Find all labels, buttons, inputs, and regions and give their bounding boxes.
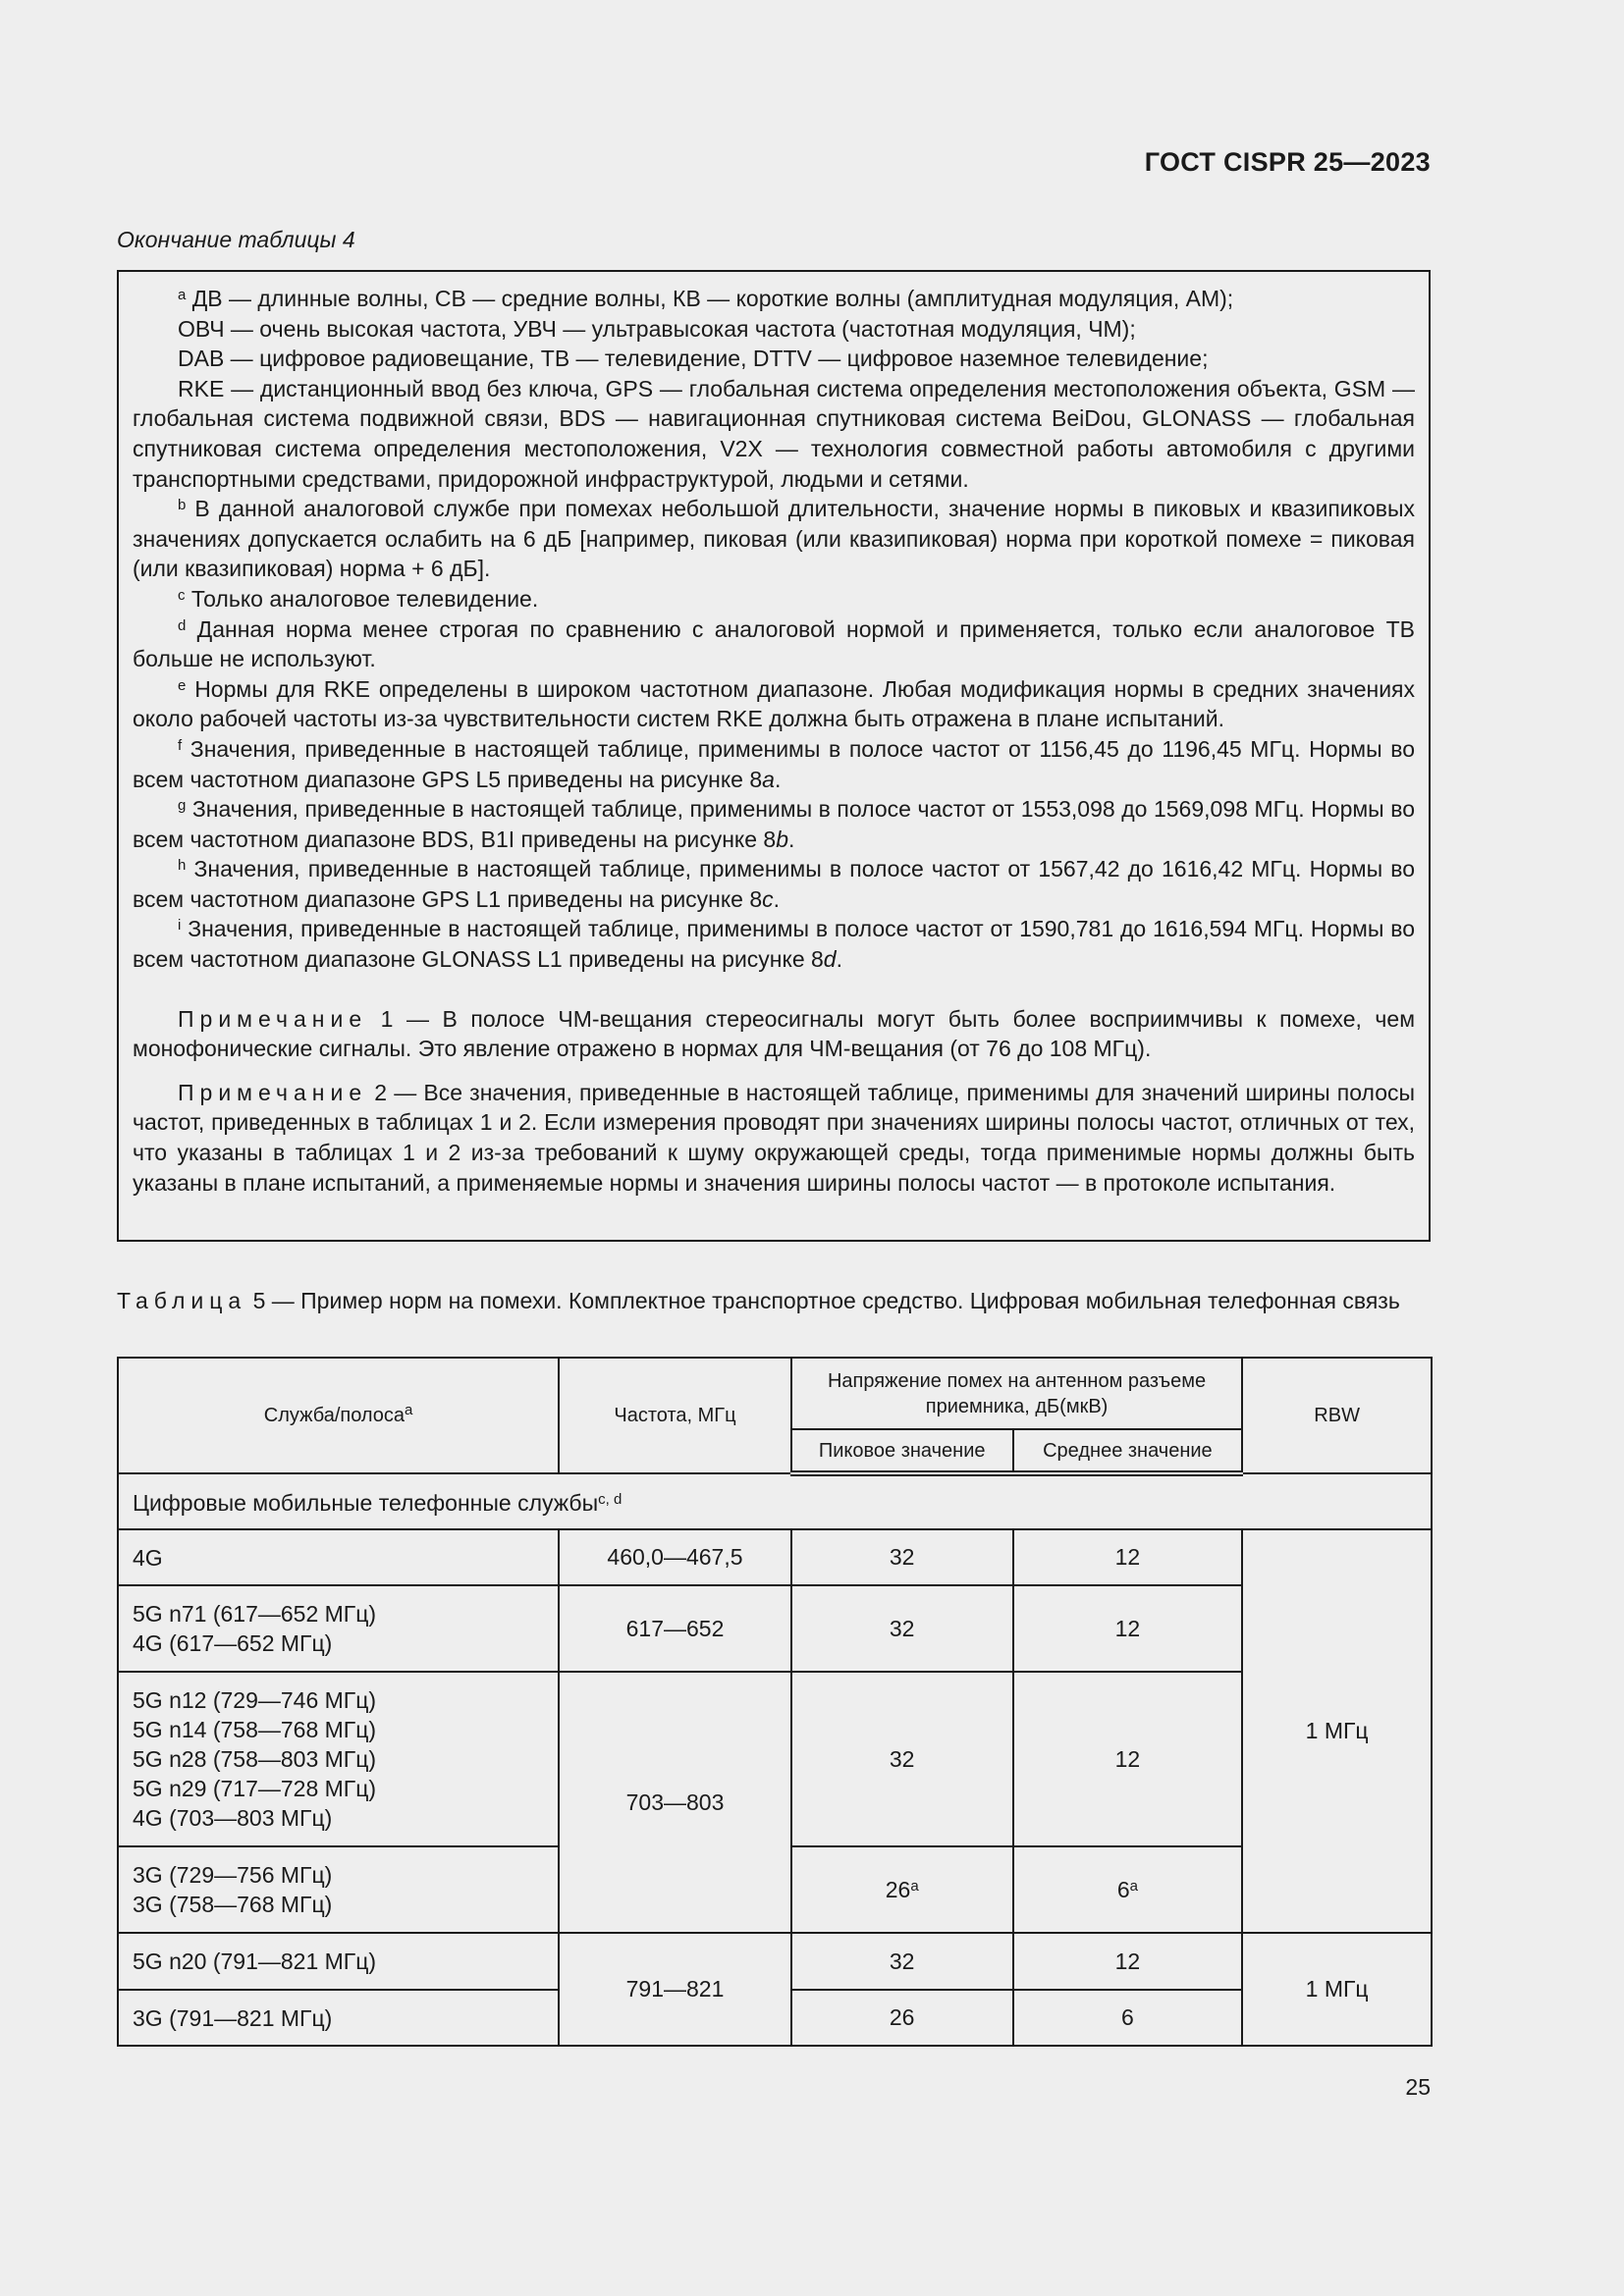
footnote-b: $^b$ В данной аналоговой службе при помехах небольшой длительности, значение нормы в пиковых и квазипиковых значениях допускается ослабить на 6 дБ [например, пиковая (или квазипиковая) норма при короткой помехе = пиковая (или квазипиковая) норма + 6 дБ]. xyxy=(133,496,1415,582)
footnote-c: $^c$ Только аналоговое телевидение. xyxy=(178,585,539,612)
cell-rbw: 1 МГц xyxy=(1242,1529,1432,1933)
header-service: Служба/полоса$^a$ xyxy=(118,1358,559,1473)
cell-frequency: 460,0—467,5 xyxy=(559,1529,791,1585)
footnote-a-line3: DAB — цифровое радиовещание, ТВ — телевидение, DTTV — цифровое наземное телевидение; xyxy=(178,346,1209,372)
cell-service: 4G xyxy=(118,1529,559,1585)
table4-notes-box xyxy=(117,270,1431,1242)
cell-average: 6 xyxy=(1013,1990,1243,2046)
cell-service: 5G n71 (617—652 МГц) 4G (617—652 МГц) xyxy=(118,1585,559,1672)
cell-frequency: 791—821 xyxy=(559,1933,791,2046)
cell-average: 6$^a$ xyxy=(1013,1846,1243,1933)
header-voltage: Напряжение помех на антенном разъеме приемника, дБ(мкВ) xyxy=(791,1358,1242,1429)
table-row xyxy=(118,1585,1432,1672)
cell-peak: 32 xyxy=(791,1585,1013,1672)
cell-service: 3G (791—821 МГц) xyxy=(118,1990,559,2046)
cell-average: 12 xyxy=(1013,1933,1243,1990)
header-frequency: Частота, МГц xyxy=(559,1358,791,1473)
header-peak: Пиковое значение xyxy=(791,1429,1013,1473)
header-average: Среднее значение xyxy=(1013,1429,1243,1473)
section-row: Цифровые мобильные телефонные службы$^{c, d}$ xyxy=(118,1473,1432,1529)
table-row xyxy=(118,1529,1432,1585)
cell-service: 5G n12 (729—746 МГц) 5G n14 (758—768 МГц) 5G n28 (758—803 МГц) 5G n29 (717—728 МГц) 4G (703—803 МГц) xyxy=(118,1672,559,1846)
cell-average: 12 xyxy=(1013,1585,1243,1672)
cell-frequency: 703—803 xyxy=(559,1672,791,1933)
cell-peak: 32 xyxy=(791,1529,1013,1585)
cell-peak: 32 xyxy=(791,1672,1013,1846)
footnote-e: $^e$ Нормы для RKE определены в широком частотном диапазоне. Любая модификация нормы в средних значениях около рабочей частоты из-за чувствительности систем RKE должна быть отражена в плане испытаний. xyxy=(133,675,1415,732)
cell-peak: 26$^a$ xyxy=(791,1846,1013,1933)
table-row xyxy=(118,1933,1432,1990)
cell-service: 5G n20 (791—821 МГц) xyxy=(118,1933,559,1990)
table-row xyxy=(118,1672,1432,1846)
cell-average: 12 xyxy=(1013,1672,1243,1846)
cell-rbw: 1 МГц xyxy=(1242,1933,1432,2046)
cell-frequency: 617—652 xyxy=(559,1585,791,1672)
page-number: 25 xyxy=(1405,2074,1431,2100)
document-id-header: ГОСТ CISPR 25—2023 xyxy=(1144,147,1431,177)
footnote-f: $^f$ Значения, приведенные в настоящей таблице, применимы в полосе частот от 1156,45 до 1196,45 МГц. Нормы во всем частотном диапазоне GPS L5 приведены на рисунке 8a. xyxy=(133,735,1415,792)
footnote-g: $^g$ Значения, приведенные в настоящей таблице, применимы в полосе частот от 1553,098 до 1569,098 МГц. Нормы во всем частотном диапазоне BDS, B1I приведены на рисунке 8b. xyxy=(133,796,1415,852)
footnote-a: $^a$ ДВ — длинные волны, СВ — средние волны, КВ — короткие волны (амплитудная модуляция, АМ); xyxy=(178,286,1234,311)
table4-end-caption: Окончание таблицы 4 xyxy=(117,227,355,252)
footnote-a-line2: ОВЧ — очень высокая частота, УВЧ — ультравысокая частота (частотная модуляция, ЧМ); xyxy=(178,315,1136,342)
cell-service: 3G (729—756 МГц) 3G (758—768 МГц) xyxy=(118,1846,559,1933)
footnote-h: $^h$ Значения, приведенные в настоящей таблице, применимы в полосе частот от 1567,42 до 1616,42 МГц. Нормы во всем частотном диапазоне GPS L1 приведены на рисунке 8c. xyxy=(133,856,1416,912)
footnote-d: $^d$ Данная норма менее строгая по сравнению с аналоговой нормой и применяется, только если аналоговое ТВ больше не используют. xyxy=(133,615,1415,672)
remark-1: Примечание 1 — В полосе ЧМ-вещания стереосигналы могут быть более восприимчивы к помехе, чем монофонические сигналы. Это явление отражено в нормах для ЧМ-вещания (от 76 до 108 МГц). xyxy=(133,1005,1416,1062)
table5-caption: Таблица 5 — Пример норм на помехи. Комплектное транспортное средство. Цифровая мобильная телефонная связь xyxy=(117,1288,1400,1313)
remark-2: Примечание 2 — Все значения, приведенные в настоящей таблице, применимы для значений ширины полосы частот, приведенных в таблицах 1 и 2. Если измерения проводят при значениях ширины полосы частот, отличных от тех, что указаны в таблицах 1 и 2 из-за требований к шуму окружающей среды, тогда применимые нормы должны быть указаны в плане испытаний, а применяемые нормы и значения ширины полосы частот — в протоколе испытания. xyxy=(133,1079,1416,1196)
cell-peak: 32 xyxy=(791,1933,1013,1990)
footnote-i: $^i$ Значения, приведенные в настоящей таблице, применимы в полосе частот от 1590,781 до 1616,594 МГц. Нормы во всем частотном диапазоне GLONASS L1 приведены на рисунке 8d. xyxy=(133,916,1415,973)
cell-average: 12 xyxy=(1013,1529,1243,1585)
cell-peak: 26 xyxy=(791,1990,1013,2046)
footnote-a-line4: RKE — дистанционный ввод без ключа, GPS — глобальная система определения местоположения объекта, GSM — глобальная система подвижной связи, BDS — навигационная спутниковая система BeiDou, GLONASS — глобальная спутниковая система определения местоположения, V2X — технология совместной работы автомобиля с другими транспортными средствами, придорожной инфраструктурой, людьми и сетями. xyxy=(133,375,1415,492)
table5 xyxy=(117,1357,1433,2047)
header-rbw: RBW xyxy=(1242,1358,1432,1473)
